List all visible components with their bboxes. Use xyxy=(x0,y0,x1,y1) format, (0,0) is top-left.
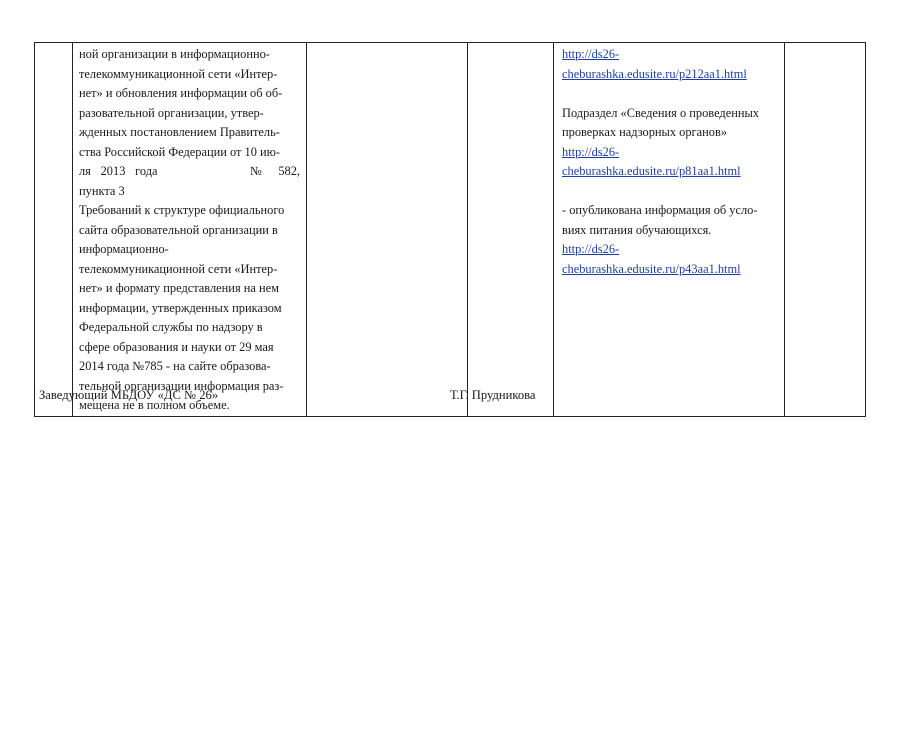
subsection-text: Подраздел «Сведения о проведенных xyxy=(562,105,759,120)
empty-cell xyxy=(468,43,554,417)
text-line: жденных постановлением Правитель- xyxy=(79,125,280,139)
text-line: информации, утвержденных приказом xyxy=(79,300,282,315)
text-line: телекоммуникационной сети «Интер- xyxy=(79,66,278,81)
violation-description xyxy=(73,43,306,416)
note-text: виях питания обучающихся. xyxy=(562,222,712,237)
subsection-text: проверках надзорных органов» xyxy=(562,125,728,139)
text-line: Федеральной службы по надзору в xyxy=(79,320,263,334)
text-line: ной организации в информационно- xyxy=(79,47,270,61)
text-line: нет» и обновления информации об об- xyxy=(79,86,283,100)
date-text: ля 2013 года xyxy=(79,164,158,178)
text-line xyxy=(79,162,300,201)
order-number-text: № 582, пункта 3 xyxy=(79,164,301,198)
spacer xyxy=(562,182,778,202)
empty-cell xyxy=(785,43,866,417)
signatory-position: Заведующий МБДОУ «ДС № 26» xyxy=(39,388,219,402)
text-line: информационно- xyxy=(79,242,169,256)
report-table xyxy=(34,42,866,417)
table-row xyxy=(35,43,866,417)
text-line: телекоммуникационной сети «Интер- xyxy=(79,261,278,276)
text-line: сайта образовательной организации в xyxy=(79,222,278,237)
note-text: - опубликована информация об усло- xyxy=(562,203,758,217)
text-line: разовательной организации, утвер- xyxy=(79,105,264,120)
measures-content xyxy=(554,43,784,279)
empty-cell xyxy=(307,43,468,417)
link-p212aa1[interactable]: http://ds26- cheburashka.edusite.ru/p212aa1.html xyxy=(562,47,747,81)
measures-cell xyxy=(554,43,785,417)
text-line: нет» и формату представления на нем xyxy=(79,281,279,295)
text-line: тельной организации информация раз- xyxy=(79,378,284,393)
text-line: 2014 года №785 - на сайте образова- xyxy=(79,359,271,373)
text-line: сфере образования и науки от 29 мая xyxy=(79,339,274,354)
link-p81aa1[interactable]: http://ds26- cheburashka.edusite.ru/p81aa1.html xyxy=(562,144,741,178)
text-line: ства Российской Федерации от 10 ию- xyxy=(79,144,281,159)
spacer xyxy=(562,84,778,104)
link-p43aa1[interactable]: http://ds26- cheburashka.edusite.ru/p43aa1.html xyxy=(562,242,741,276)
violation-description-cell xyxy=(73,43,307,417)
text-line: Требований к структуре официального xyxy=(79,203,285,217)
number-cell xyxy=(35,43,73,417)
signatory-name: Т.Г. Прудникова xyxy=(450,388,536,402)
text-line: мещена не в полном объеме. xyxy=(79,398,230,412)
